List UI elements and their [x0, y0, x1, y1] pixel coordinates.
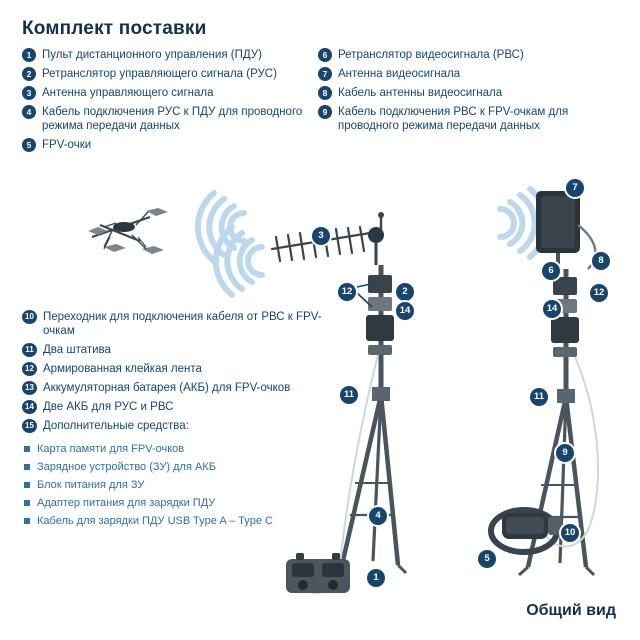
- list-item: [318, 86, 618, 100]
- battery-left: [366, 315, 394, 341]
- item-label: Пульт дистанционного управления (ПДУ): [42, 49, 262, 61]
- callout-6: 6: [542, 262, 560, 280]
- item-label: Ретранслятор видеосигнала (РВС): [338, 49, 524, 61]
- item-number: 11: [22, 343, 37, 357]
- list-item: [22, 86, 312, 100]
- item-number: 1: [22, 48, 36, 62]
- tape-wrap-left: [368, 297, 392, 311]
- sub-item-label: Карта памяти для FPV-очков: [37, 443, 185, 455]
- callout-11-right: 11: [530, 388, 548, 406]
- remote-controller-icon: [286, 553, 350, 593]
- item-number: 9: [318, 105, 332, 119]
- signal-wave-icon: [216, 227, 262, 295]
- drone-icon: [88, 208, 168, 254]
- callout-3: 3: [312, 227, 330, 245]
- item-number: 4: [22, 105, 36, 119]
- list-item: [22, 48, 312, 62]
- list-item: [318, 48, 618, 62]
- sub-item-label: Зарядное устройство (ЗУ) для АКБ: [37, 461, 216, 473]
- sub-item-label: Блок питания для ЗУ: [37, 479, 145, 491]
- callout-7: 7: [566, 179, 584, 197]
- connector-left: [368, 345, 392, 355]
- callout-1: 1: [367, 569, 385, 587]
- parts-list-right: [318, 48, 618, 138]
- callout-8: 8: [592, 252, 610, 270]
- item-label: Армированная клейкая лента: [43, 363, 202, 375]
- sub-item-label: Адаптер питания для зарядки ПДУ: [37, 497, 216, 509]
- callout-5: 5: [478, 550, 496, 568]
- item-number: 5: [22, 138, 36, 152]
- item-label: Кабель подключения РУС к ПДУ для проводного режима передачи данных: [42, 106, 303, 132]
- list-item: [22, 138, 312, 152]
- callout-14-left: 14: [396, 302, 414, 320]
- item-number: 10: [22, 310, 37, 324]
- signal-wave-icon: [198, 193, 244, 261]
- item-label: Переходник для подключения кабеля от РВС к FPV-очкам: [43, 311, 322, 337]
- callout-2: 2: [396, 283, 414, 301]
- list-item: [22, 105, 312, 133]
- item-label: Кабель подключения РВС к FPV-очкам для проводного режима передачи данных: [338, 106, 569, 132]
- item-label: Две АКБ для РУС и РВС: [43, 401, 174, 413]
- connector-right: [553, 347, 577, 357]
- callout-11-left: 11: [340, 386, 358, 404]
- item-number: 3: [22, 86, 36, 100]
- item-number: 2: [22, 67, 36, 81]
- callout-9: 9: [556, 444, 574, 462]
- item-label: Дополнительные средства:: [43, 420, 189, 432]
- item-number: 15: [22, 419, 37, 433]
- item-label: Кабель антенны видеосигнала: [338, 87, 503, 99]
- battery-right: [551, 317, 579, 343]
- item-label: Ретранслятор управляющего сигнала (РУС): [42, 68, 277, 80]
- item-label: FPV-очки: [42, 139, 92, 151]
- relay-module-rvs: [553, 277, 577, 295]
- goggles-adapter: [548, 517, 562, 535]
- page-title: Комплект поставки: [22, 18, 207, 39]
- item-number: 12: [22, 362, 37, 376]
- list-item: [318, 105, 618, 133]
- video-antenna-panel: [536, 191, 580, 269]
- parts-list-left: [22, 48, 312, 157]
- item-number: 6: [318, 48, 332, 62]
- list-item: [318, 67, 618, 81]
- callout-12-left: 12: [338, 283, 356, 301]
- item-label: Два штатива: [43, 344, 111, 356]
- callout-12-right: 12: [590, 284, 608, 302]
- item-number: 14: [22, 400, 37, 414]
- antenna-tip: [378, 212, 384, 218]
- item-number: 13: [22, 381, 37, 395]
- overall-view-label: Общий вид: [526, 602, 616, 619]
- item-label: Антенна видеосигнала: [338, 68, 461, 80]
- item-label: Антенна управляющего сигнала: [42, 87, 214, 99]
- callout-4: 4: [369, 507, 387, 525]
- item-number: 8: [318, 86, 332, 100]
- callout-14-right: 14: [543, 300, 561, 318]
- item-number: 7: [318, 67, 332, 81]
- list-item: [22, 67, 312, 81]
- sub-item-label: Кабель для зарядки ПДУ USB Type A – Type C: [37, 515, 273, 527]
- fpv-goggles-icon: [491, 510, 562, 552]
- item-label: Аккумуляторная батарея (АКБ) для FPV-очков: [43, 382, 291, 394]
- callout-10: 10: [561, 524, 579, 542]
